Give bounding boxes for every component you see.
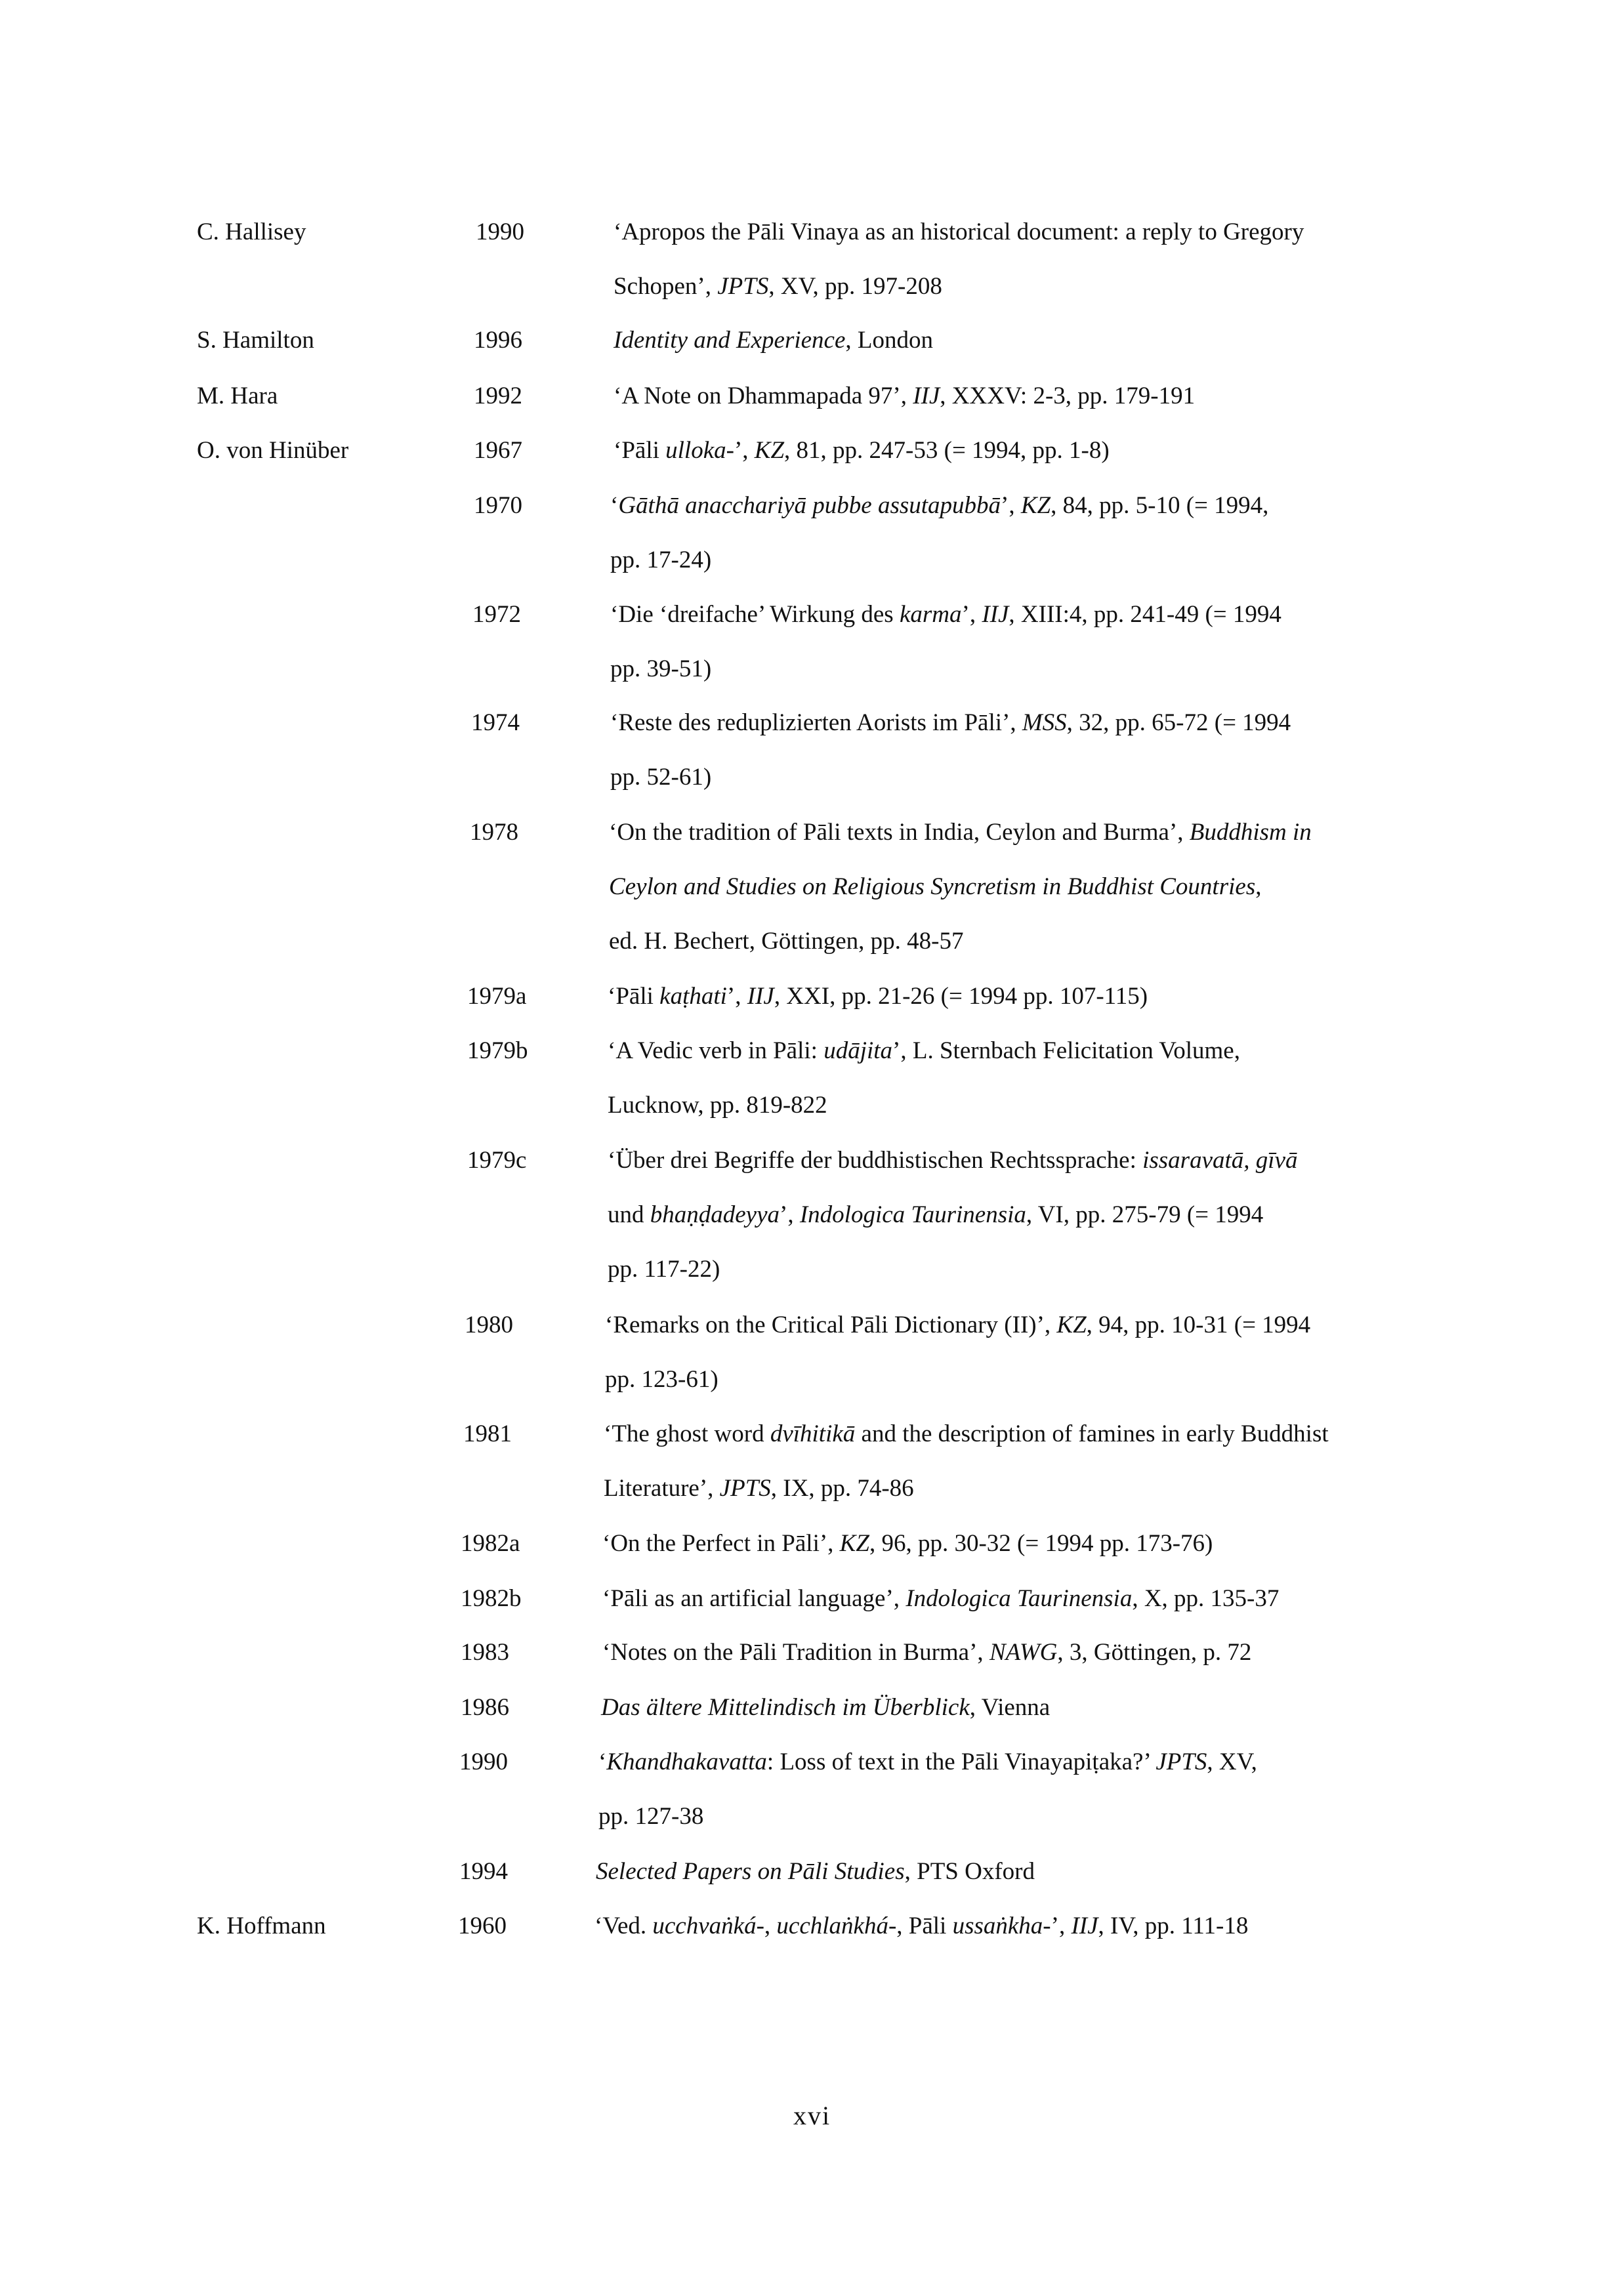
italic-title: IIJ [1071, 1912, 1098, 1939]
citation-line [608, 1093, 1428, 1148]
citation-segment: , Pāli [896, 1912, 953, 1939]
publication-year: 1990 [476, 218, 524, 245]
citation-text [608, 1148, 1428, 1312]
italic-title: MSS [1022, 709, 1067, 736]
citation-segment: , PTS Oxford [904, 1858, 1035, 1885]
citation-text [610, 493, 1430, 602]
italic-title: udājita [823, 1037, 893, 1064]
citation-segment: pp. 17-24) [610, 547, 712, 573]
citation-line [608, 1203, 1428, 1257]
publication-year: 1970 [474, 492, 522, 519]
citation-segment: ’, [734, 437, 755, 464]
publication-year: 1983 [461, 1639, 509, 1666]
italic-title: issaravatā, gīvā [1142, 1147, 1298, 1174]
italic-title: JPTS [1156, 1748, 1207, 1775]
citation-segment: , [764, 1912, 777, 1939]
citation-segment: , XIII:4, pp. 241-49 (= 1994 [1009, 601, 1281, 628]
italic-title: Ceylon and Studies on Religious Syncretism in Buddhist Countries [609, 873, 1256, 900]
italic-title: bhaṇḍadeyya [650, 1201, 780, 1228]
italic-title: ussaṅkha- [952, 1912, 1051, 1939]
citation-segment: , London [845, 327, 934, 354]
citation-text [602, 1531, 1423, 1586]
publication-year: 1994 [459, 1858, 508, 1885]
citation-line [605, 1313, 1425, 1367]
italic-title: IIJ [982, 601, 1009, 628]
citation-line [608, 1148, 1428, 1203]
citation-line [602, 1531, 1423, 1586]
citation-segment: ’, [961, 601, 982, 628]
citation-segment: , 84, pp. 5-10 (= 1994, [1051, 492, 1269, 519]
citation-segment: , 94, pp. 10-31 (= 1994 [1086, 1312, 1311, 1338]
citation-segment: ‘On the Perfect in Pāli’, [602, 1530, 840, 1557]
citation-text [610, 711, 1430, 819]
publication-year: 1967 [474, 437, 522, 464]
citation-segment: ed. H. Bechert, Göttingen, pp. 48-57 [609, 928, 964, 955]
italic-title: ulloka- [665, 437, 734, 464]
publication-year: 1972 [472, 601, 521, 628]
citation-segment: pp. 39-51) [610, 655, 712, 682]
publication-year: 1979b [467, 1037, 528, 1064]
citation-segment: , X, pp. 135-37 [1132, 1585, 1280, 1612]
italic-title: kaṭhati [659, 983, 727, 1010]
italic-title: Indologica Taurinensia [799, 1201, 1026, 1228]
citation-segment: ’, [1051, 1912, 1072, 1939]
citation-segment: , VI, pp. 275-79 (= 1994 [1026, 1201, 1264, 1228]
citation-line [614, 328, 1434, 382]
citation-segment: ‘A Vedic verb in Pāli: [608, 1037, 824, 1064]
citation-segment: ‘On the tradition of Pāli texts in India, Ceylon and Burma’, [609, 819, 1190, 846]
citation-segment: pp. 117-22) [608, 1256, 720, 1283]
citation-segment: ‘Über drei Begriffe der buddhistischen Rechtssprache: [608, 1147, 1143, 1174]
citation-text [609, 820, 1429, 983]
publication-year: 1992 [474, 382, 522, 409]
citation-text [608, 1039, 1428, 1148]
citation-segment: , XXXV: 2-3, pp. 179-191 [940, 382, 1196, 409]
citation-line [604, 1476, 1424, 1531]
citation-segment: ‘Apropos the Pāli Vinaya as an historical document: a reply to Gregory [614, 218, 1304, 245]
citation-line [614, 220, 1434, 274]
citation-segment: ‘Pāli as an artificial language’, [602, 1585, 906, 1612]
italic-title: Identity and Experience [614, 327, 846, 354]
publication-year: 1978 [470, 819, 518, 846]
italic-title: KZ [754, 437, 785, 464]
citation-segment: , [1255, 873, 1262, 900]
italic-title: Das ältere Mittelindisch im Überblick [601, 1694, 970, 1721]
publication-year: 1979c [467, 1147, 527, 1174]
citation-line [604, 1422, 1424, 1476]
citation-segment: , 81, pp. 247-53 (= 1994, pp. 1-8) [784, 437, 1110, 464]
citation-line [594, 1914, 1415, 1968]
citation-line [609, 875, 1429, 929]
citation-segment: ‘Die ‘dreifache’ Wirkung des [610, 601, 900, 628]
citation-segment: , XV, [1207, 1748, 1257, 1775]
publication-year: 1990 [459, 1748, 508, 1775]
author-name: O. von Hinüber [197, 437, 349, 464]
author-name: S. Hamilton [197, 327, 314, 354]
citation-text [604, 1422, 1424, 1531]
citation-line [605, 1367, 1425, 1422]
citation-line [602, 1586, 1423, 1641]
author-name: C. Hallisey [197, 218, 306, 245]
citation-text [594, 1914, 1415, 1968]
publication-year: 1981 [463, 1420, 512, 1447]
citation-segment: ’, L. Sternbach Felicitation Volume, [892, 1037, 1240, 1064]
citation-text [601, 1695, 1421, 1750]
citation-segment: : Loss of text in the Pāli Vinayapiṭaka?’ [766, 1748, 1156, 1775]
page-number: xvi [793, 2101, 831, 2130]
citation-line [610, 493, 1430, 548]
citation-segment: ‘Reste des reduplizierten Aorists im Pāli’, [610, 709, 1022, 736]
citation-segment: , IV, pp. 111-18 [1098, 1912, 1249, 1939]
citation-text [596, 1859, 1416, 1914]
citation-text [602, 1640, 1423, 1695]
italic-title: IIJ [913, 382, 940, 409]
citation-segment: and the description of famines in early Buddhist [855, 1420, 1329, 1447]
italic-title: KZ [839, 1530, 869, 1557]
italic-title: NAWG [989, 1639, 1058, 1666]
citation-text [610, 602, 1430, 711]
citation-text [614, 220, 1434, 329]
citation-segment: ‘Pāli [608, 983, 660, 1010]
citation-segment: ’, [780, 1201, 800, 1228]
citation-line [610, 711, 1430, 765]
author-name: K. Hoffmann [197, 1912, 326, 1939]
citation-segment: , IX, pp. 74-86 [770, 1475, 914, 1502]
italic-title: dvīhitikā [770, 1420, 856, 1447]
citation-line [614, 274, 1434, 329]
publication-year: 1980 [465, 1312, 513, 1338]
citation-line [596, 1859, 1416, 1914]
italic-title: KZ [1020, 492, 1051, 519]
citation-line [614, 438, 1434, 493]
citation-line [608, 1039, 1428, 1093]
publication-year: 1986 [461, 1694, 509, 1721]
citation-line [598, 1804, 1419, 1859]
citation-line [608, 1257, 1428, 1312]
citation-segment: ‘ [610, 492, 619, 519]
citation-segment: ‘Notes on the Pāli Tradition in Burma’, [602, 1639, 989, 1666]
citation-segment: pp. 127-38 [598, 1803, 704, 1830]
citation-line [610, 657, 1430, 711]
citation-line [610, 602, 1430, 657]
citation-segment: pp. 52-61) [610, 764, 712, 791]
citation-line [609, 929, 1429, 983]
citation-segment: ‘The ghost word [604, 1420, 770, 1447]
italic-title: karma [899, 601, 962, 628]
publication-year: 1979a [467, 983, 527, 1010]
citation-segment: ’, [1001, 492, 1021, 519]
citation-text [614, 438, 1434, 493]
italic-title: JPTS [717, 273, 769, 300]
citation-text [614, 384, 1434, 438]
citation-segment: pp. 123-61) [605, 1366, 718, 1393]
citation-segment: Schopen’, [614, 273, 718, 300]
citation-segment: ’, [726, 983, 747, 1010]
citation-text [602, 1586, 1423, 1641]
citation-text [614, 328, 1434, 382]
citation-line [608, 984, 1428, 1039]
publication-year: 1996 [474, 327, 522, 354]
italic-title: Buddhism in [1189, 819, 1312, 846]
citation-segment: , XXI, pp. 21-26 (= 1994 pp. 107-115) [774, 983, 1148, 1010]
italic-title: JPTS [719, 1475, 771, 1502]
citation-line [598, 1750, 1419, 1804]
citation-segment: ‘A Note on Dhammapada 97’, [614, 382, 913, 409]
citation-segment: ‘ [598, 1748, 607, 1775]
italic-title: Gāthā anacchariyā pubbe assutapubbā [618, 492, 1001, 519]
citation-segment: , 3, Göttingen, p. 72 [1057, 1639, 1252, 1666]
citation-text [605, 1313, 1425, 1422]
italic-title: ucchvaṅká- [652, 1912, 764, 1939]
citation-segment: , 32, pp. 65-72 (= 1994 [1066, 709, 1291, 736]
citation-line [614, 384, 1434, 438]
citation-text [608, 984, 1428, 1039]
citation-line [610, 765, 1430, 819]
citation-segment: Literature’, [604, 1475, 720, 1502]
author-name: M. Hara [197, 382, 278, 409]
citation-segment: ‘Ved. [594, 1912, 653, 1939]
citation-segment: , 96, pp. 30-32 (= 1994 pp. 173-76) [869, 1530, 1213, 1557]
citation-segment: ‘Remarks on the Critical Pāli Dictionary (II)’, [605, 1312, 1057, 1338]
citation-line [601, 1695, 1421, 1750]
italic-title: Khandhakavatta [606, 1748, 767, 1775]
citation-segment: ‘Pāli [614, 437, 666, 464]
italic-title: KZ [1056, 1312, 1087, 1338]
italic-title: Selected Papers on Pāli Studies [596, 1858, 905, 1885]
italic-title: IIJ [747, 983, 774, 1010]
citation-segment: und [608, 1201, 650, 1228]
citation-segment: , Vienna [969, 1694, 1051, 1721]
citation-text [598, 1750, 1419, 1859]
citation-line [609, 820, 1429, 875]
publication-year: 1982b [461, 1585, 522, 1612]
citation-segment: , XV, pp. 197-208 [768, 273, 942, 300]
publication-year: 1960 [458, 1912, 507, 1939]
publication-year: 1974 [471, 709, 520, 736]
citation-line [610, 548, 1430, 602]
italic-title: ucchlaṅkhá- [776, 1912, 897, 1939]
italic-title: Indologica Taurinensia [906, 1585, 1133, 1612]
citation-segment: Lucknow, pp. 819-822 [608, 1092, 827, 1119]
citation-line [602, 1640, 1423, 1695]
publication-year: 1982a [461, 1530, 520, 1557]
